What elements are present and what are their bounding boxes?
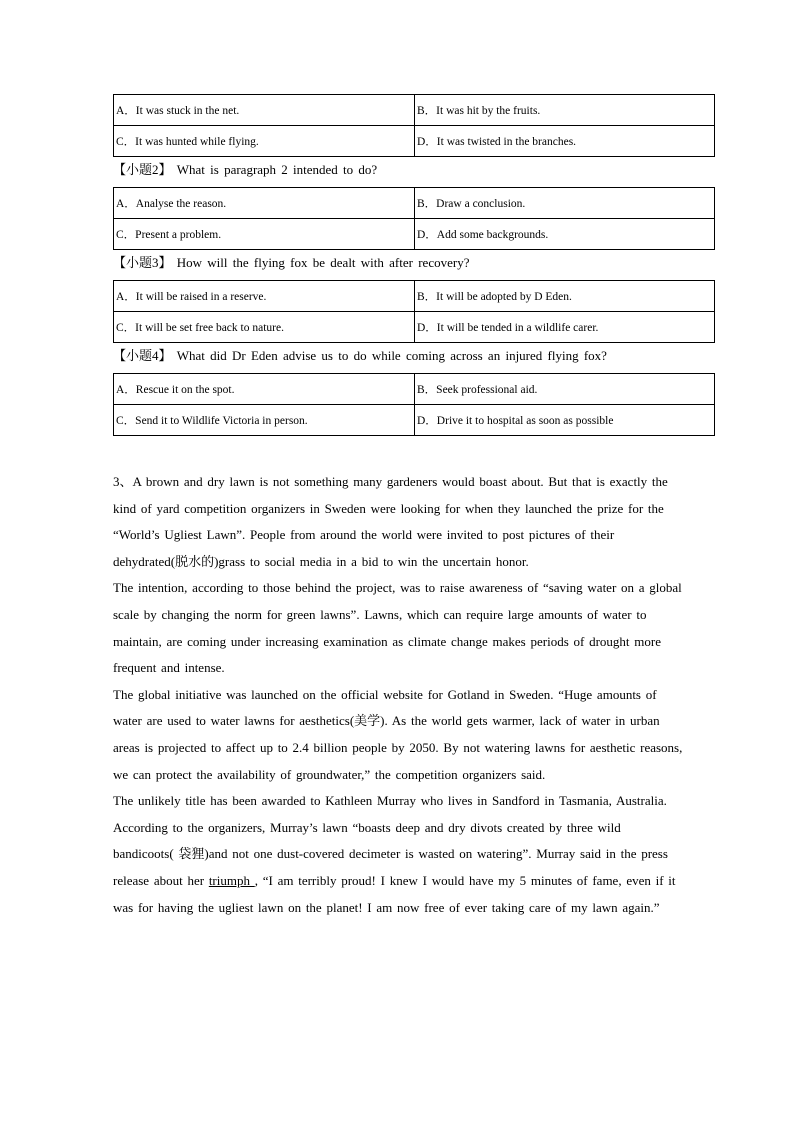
q1-option-d: D．It was twisted in the branches.	[415, 126, 715, 157]
q1-option-c: C．It was hunted while flying.	[114, 126, 415, 157]
passage-paragraph-3: The global initiative was launched on the official website for Gotland in Sweden. “Huge amounts of water are used to water lawns for aesthetics(美学). As the world gets warmer, lack of water in urban areas is projected to affect up to 2.4 billion people by 2050. By not watering lawns for aesthetic reasons, we can protect the availability of groundwater,” the competition organizers said.	[113, 686, 683, 782]
q4-option-a: A．Rescue it on the spot.	[114, 374, 415, 405]
q1-option-a: A．It was stuck in the net.	[114, 95, 415, 126]
table-row	[114, 126, 715, 157]
q3-options-table	[113, 280, 715, 343]
q2-option-a: A．Analyse the reason.	[114, 188, 415, 219]
table-row	[114, 281, 715, 312]
q4-option-d: D．Drive it to hospital as soon as possible	[415, 405, 715, 436]
q2-option-b: B．Draw a conclusion.	[415, 188, 715, 219]
table-row	[114, 374, 715, 405]
q3-option-d: D．It will be tended in a wildlife carer.	[415, 312, 715, 343]
q3-option-a: A．It will be raised in a reserve.	[114, 281, 415, 312]
q3-option-b: B．It will be adopted by D Eden.	[415, 281, 715, 312]
table-row	[114, 188, 715, 219]
underlined-word-triumph: triumph	[208, 872, 255, 888]
table-row	[114, 405, 715, 436]
q1-options-table	[113, 94, 715, 157]
passage-paragraph-4	[113, 788, 683, 921]
passage-paragraph-1: 3、A brown and dry lawn is not something many gardeners would boast about. But that is exactly the kind of yard competition organizers in Sweden were looking for when they launched the prize for the “World’s Ugliest Lawn”. People from around the world were invited to post pictures of their dehydrated(脱水的)grass to social media in a bid to win the uncertain honor.	[113, 474, 668, 569]
q4-option-c: C．Send it to Wildlife Victoria in person.	[114, 405, 415, 436]
q2-option-d: D．Add some backgrounds.	[415, 219, 715, 250]
q4-options-table	[113, 373, 715, 436]
q1-option-b: B．It was hit by the fruits.	[415, 95, 715, 126]
q4-heading: 【小题4】 What did Dr Eden advise us to do while coming across an injured flying fox?	[113, 348, 607, 363]
table-row	[114, 312, 715, 343]
q4-option-b: B．Seek professional aid.	[415, 374, 715, 405]
table-row	[114, 219, 715, 250]
q2-option-c: C．Present a problem.	[114, 219, 415, 250]
paragraph-4-text-start: The unlikely title has been awarded to Kathleen Murray who lives in Sandford in Tasmania, Australia. According to the organizers, Murray’s lawn “boasts deep and dry divots created by three wild bandicoots( 袋狸)and not one dust-covered decimeter is wasted on watering”. Murray said in the press release about her	[113, 793, 668, 888]
reading-passage	[113, 469, 683, 921]
paragraph-4-text-end: , “I am terribly proud! I knew I would have my 5 minutes of fame, even if it was for having the ugliest lawn on the planet! I am now free of ever taking care of my lawn again.”	[113, 872, 676, 915]
q3-heading: 【小题3】 How will the flying fox be dealt with after recovery?	[113, 255, 470, 270]
q3-option-c: C．It will be set free back to nature.	[114, 312, 415, 343]
passage-paragraph-2: The intention, according to those behind the project, was to raise awareness of “saving water on a global scale by changing the norm for green lawns”. Lawns, which can require large amounts of water to maintain, are coming under increasing examination as climate change makes periods of drought more frequent and intense.	[113, 580, 682, 676]
q2-heading: 【小题2】 What is paragraph 2 intended to do?	[113, 162, 378, 177]
table-row	[114, 95, 715, 126]
q2-options-table	[113, 187, 715, 250]
